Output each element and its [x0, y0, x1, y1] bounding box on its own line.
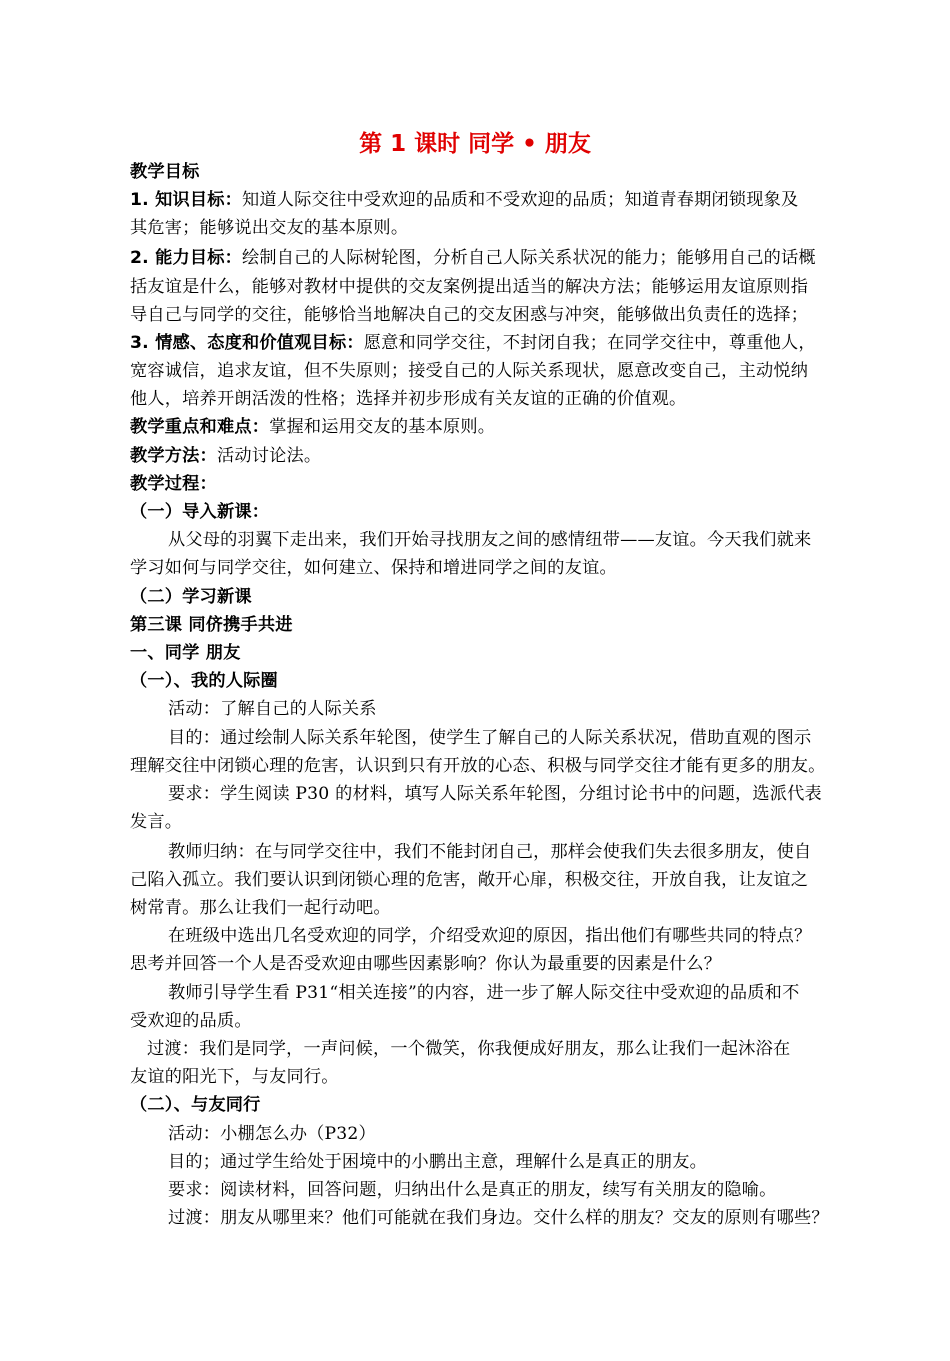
question1-2: 思考并回答一个人是否受欢迎由哪些因素影响？你认为最重要的因素是什么？	[130, 954, 722, 974]
keypoints-label: 教学重点和难点：	[130, 417, 270, 437]
requirement1-2: 发言。	[130, 812, 183, 832]
requirement1: 要求：学生阅读 P30 的材料，填写人际关系年轮图，分组讨论书中的问题，选派代表	[168, 784, 822, 804]
goal1-line-2: 其危害；能够说出交友的基本原则。	[130, 218, 409, 238]
aim1: 目的：通过绘制人际关系年轮图，使学生了解自己的人际关系状况，借助直观的图示	[168, 728, 812, 748]
goal1-text: 知道人际交往中受欢迎的品质和不受欢迎的品质；知道青春期闭锁现象及	[242, 190, 799, 210]
goal3-label: 3. 情感、态度和价值观目标：	[130, 333, 364, 353]
activity2: 活动：小棚怎么办（P32）	[168, 1124, 376, 1144]
intro-paragraph-2: 学习如何与同学交往，如何建立、保持和增进同学之间的友谊。	[130, 558, 617, 578]
teacher-guide-2: 受欢迎的品质。	[130, 1011, 252, 1031]
part1-heading: 一、同学 朋友	[130, 643, 241, 663]
process-heading: 教学过程：	[130, 474, 217, 494]
goal2-line-2: 括友谊是什么，能够对教材中提供的交友案例提出适当的解决方法；能够运用友谊原则指	[130, 277, 809, 297]
aim2: 目的；通过学生给处于困境中的小鹏出主意，理解什么是真正的朋友。	[168, 1152, 708, 1172]
transition1: 过渡：我们是同学，一声问候，一个微笑，你我便成好朋友，那么让我们一起沐浴在	[147, 1039, 791, 1059]
keypoints-text: 掌握和运用交友的基本原则。	[269, 417, 496, 437]
goal2-label: 2. 能力目标：	[130, 248, 243, 268]
question1: 在班级中选出几名受欢迎的同学，介绍受欢迎的原因，指出他们有哪些共同的特点？	[168, 926, 812, 946]
aim1-2: 理解交往中闭锁心理的危害，认识到只有开放的心态、积极与同学交往才能有更多的朋友。	[130, 756, 826, 776]
requirement2: 要求：阅读材料，回答问题，归纳出什么是真正的朋友，续写有关朋友的隐喻。	[168, 1180, 777, 1200]
goal2-text: 绘制自己的人际树轮图，分析自己人际关系状况的能力；能够用自己的话概	[242, 248, 816, 268]
method-label: 教学方法：	[130, 446, 217, 466]
goal2-line	[130, 245, 816, 271]
goal3-line-2: 宽容诚信，追求友谊，但不失原则；接受自己的人际关系现状，愿意改变自己，主动悦纳	[130, 361, 809, 381]
goal1-label: 1. 知识目标：	[130, 190, 243, 210]
lesson-heading: 第三课 同侪携手共进	[130, 615, 293, 635]
teacher-summary-2: 己陷入孤立。我们要认识到闭锁心理的危害，敞开心扉，积极交往，开放自我，让友谊之	[130, 870, 809, 890]
subsection2-heading: （二）、与友同行	[130, 1095, 261, 1115]
transition2: 过渡：朋友从哪里来？他们可能就在我们身边。交什么样的朋友？交友的原则有哪些？	[168, 1208, 829, 1228]
page-title: 第 1 课时 同学 • 朋友	[359, 131, 591, 157]
section-new-lesson-heading: （二）学习新课	[130, 587, 252, 607]
method-text: 活动讨论法。	[216, 446, 322, 466]
goal3-line-3: 他人，培养开朗活泼的性格；选择并初步形成有关友谊的正确的价值观。	[130, 389, 687, 409]
goal3-text: 愿意和同学交往，不封闭自我；在同学交往中，尊重他人，	[363, 333, 816, 353]
goal3-line	[130, 330, 816, 356]
activity1: 活动：了解自己的人际关系	[168, 699, 377, 719]
teacher-summary-3: 树常青。那么让我们一起行动吧。	[130, 898, 391, 918]
heading-goals: 教学目标	[130, 162, 200, 182]
teacher-guide: 教师引导学生看 P31“相关连接”的内容，进一步了解人际交往中受欢迎的品质和不	[168, 983, 800, 1003]
intro-paragraph: 从父母的羽翼下走出来，我们开始寻找朋友之间的感情纽带——友谊。今天我们就来	[168, 530, 812, 550]
keypoints-line	[130, 414, 495, 440]
transition1-2: 友谊的阳光下，与友同行。	[130, 1067, 339, 1087]
section-intro-heading: （一）导入新课：	[130, 502, 270, 522]
goal2-line-3: 导自己与同学的交往，能够恰当地解决自己的交友困惑与冲突，能够做出负责任的选择；	[130, 305, 809, 325]
subsection1-heading: （一）、我的人际圈	[130, 671, 278, 691]
goal1-line	[130, 187, 798, 213]
teacher-summary: 教师归纳：在与同学交往中，我们不能封闭自己，那样会使我们失去很多朋友，使自	[168, 842, 812, 862]
method-line	[130, 443, 321, 469]
